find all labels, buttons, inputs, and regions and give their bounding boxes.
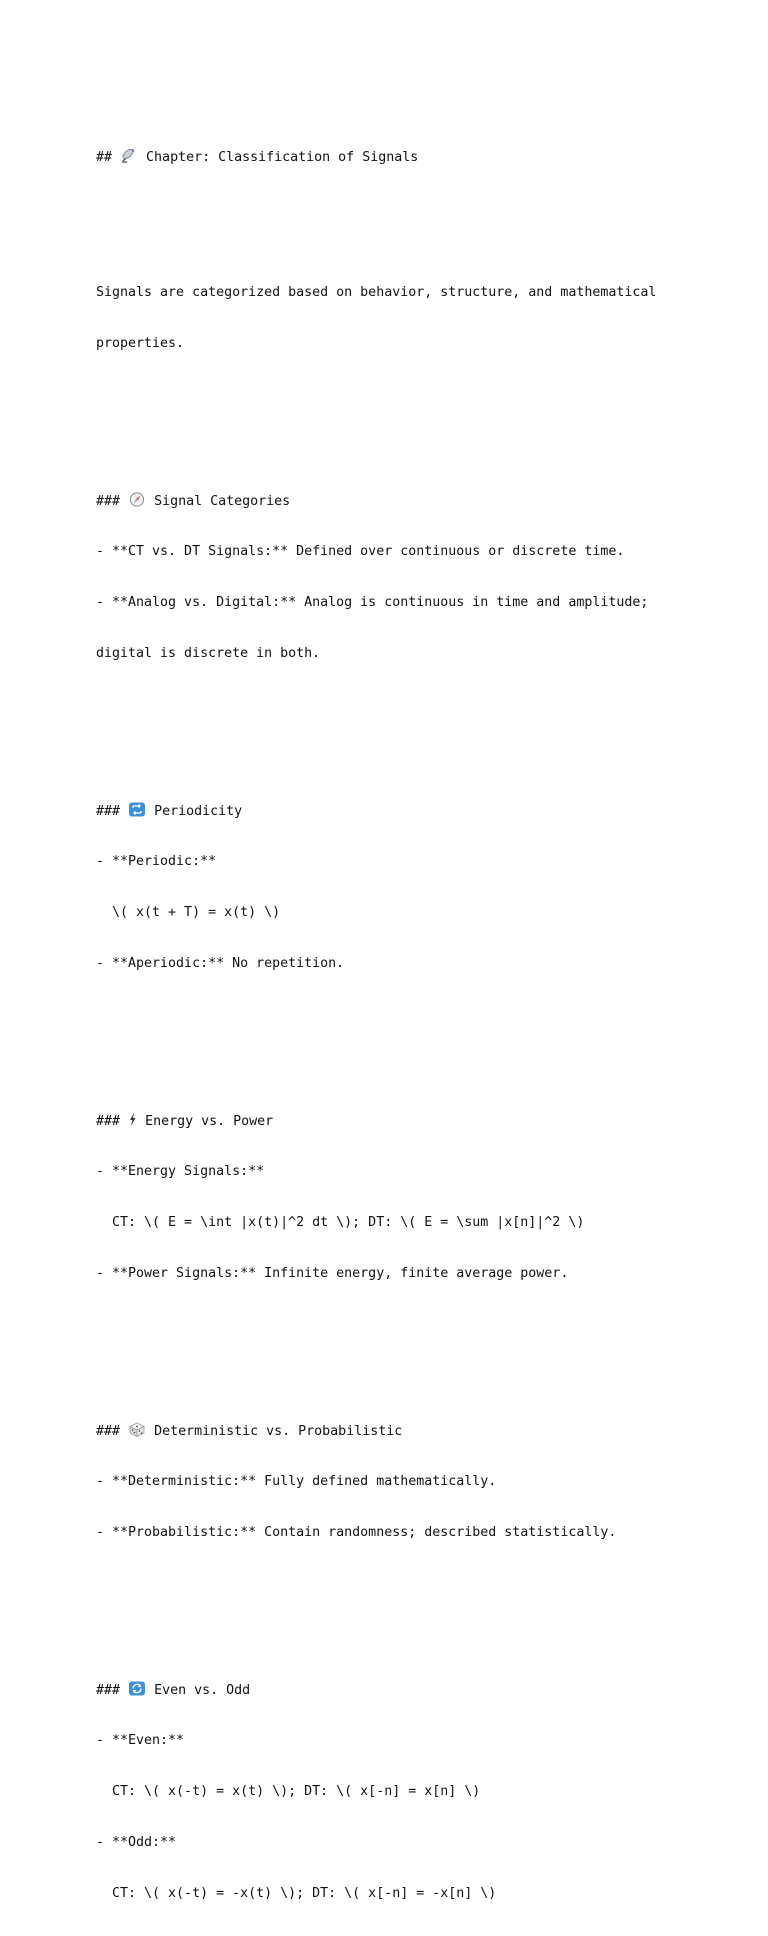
section-line: - **Even:** bbox=[96, 1733, 185, 1748]
die-icon bbox=[128, 1422, 146, 1437]
section-heading-text: Energy vs. Power bbox=[145, 1114, 274, 1129]
section-line: - **Deterministic:** Fully defined mathematically. bbox=[96, 1474, 497, 1489]
heading-marker: ### bbox=[96, 804, 121, 819]
cycle-arrows-icon bbox=[128, 1681, 146, 1696]
section-heading-text: Even vs. Odd bbox=[154, 1683, 251, 1698]
section-line: \( x(t + T) = x(t) \) bbox=[96, 905, 281, 920]
chapter-title bbox=[96, 148, 716, 165]
section-line: - **Analog vs. Digital:** Analog is continuous in time and amplitude; bbox=[96, 595, 649, 610]
section-heading-text: Deterministic vs. Probabilistic bbox=[154, 1424, 403, 1439]
heading-marker: ### bbox=[96, 1683, 121, 1698]
satellite-dish-icon bbox=[120, 148, 138, 163]
intro-line: properties. bbox=[96, 336, 185, 351]
section-line: CT: \( x(-t) = -x(t) \); DT: \( x[-n] = -x[n] \) bbox=[96, 1886, 497, 1901]
section-line: digital is discrete in both. bbox=[96, 646, 321, 661]
section-heading-text: Signal Categories bbox=[154, 494, 291, 509]
intro-line: Signals are categorized based on behavior, structure, and mathematical bbox=[96, 285, 657, 300]
compass-icon bbox=[128, 492, 146, 507]
section-heading-signal-categories bbox=[96, 492, 716, 509]
section-line: - **Energy Signals:** bbox=[96, 1164, 265, 1179]
repeat-icon bbox=[128, 802, 146, 817]
section-line: - **Odd:** bbox=[96, 1835, 177, 1850]
section-line: CT: \( E = \int |x(t)|^2 dt \); DT: \( E = \sum |x[n]|^2 \) bbox=[96, 1215, 585, 1230]
section-line: - **Periodic:** bbox=[96, 854, 217, 869]
section-heading-periodicity bbox=[96, 802, 716, 819]
document-body bbox=[96, 97, 716, 1936]
section-line: CT: \( x(-t) = x(t) \); DT: \( x[-n] = x[n] \) bbox=[96, 1784, 481, 1799]
section-line: - **CT vs. DT Signals:** Defined over continuous or discrete time. bbox=[96, 544, 625, 559]
heading-marker: ### bbox=[96, 494, 121, 509]
chapter-title-text: Chapter: Classification of Signals bbox=[146, 150, 419, 165]
heading-marker: ## bbox=[96, 150, 113, 165]
section-heading-even-odd bbox=[96, 1681, 716, 1698]
section-line: - **Aperiodic:** No repetition. bbox=[96, 956, 345, 971]
section-line: - **Power Signals:** Infinite energy, finite average power. bbox=[96, 1266, 569, 1281]
section-heading-energy-power bbox=[96, 1112, 716, 1129]
heading-marker: ### bbox=[96, 1114, 121, 1129]
section-heading-text: Periodicity bbox=[154, 804, 243, 819]
section-line: - **Probabilistic:** Contain randomness; described statistically. bbox=[96, 1525, 617, 1540]
heading-marker: ### bbox=[96, 1424, 121, 1439]
lightning-icon bbox=[128, 1112, 137, 1127]
section-heading-deterministic-probabilistic bbox=[96, 1422, 716, 1439]
